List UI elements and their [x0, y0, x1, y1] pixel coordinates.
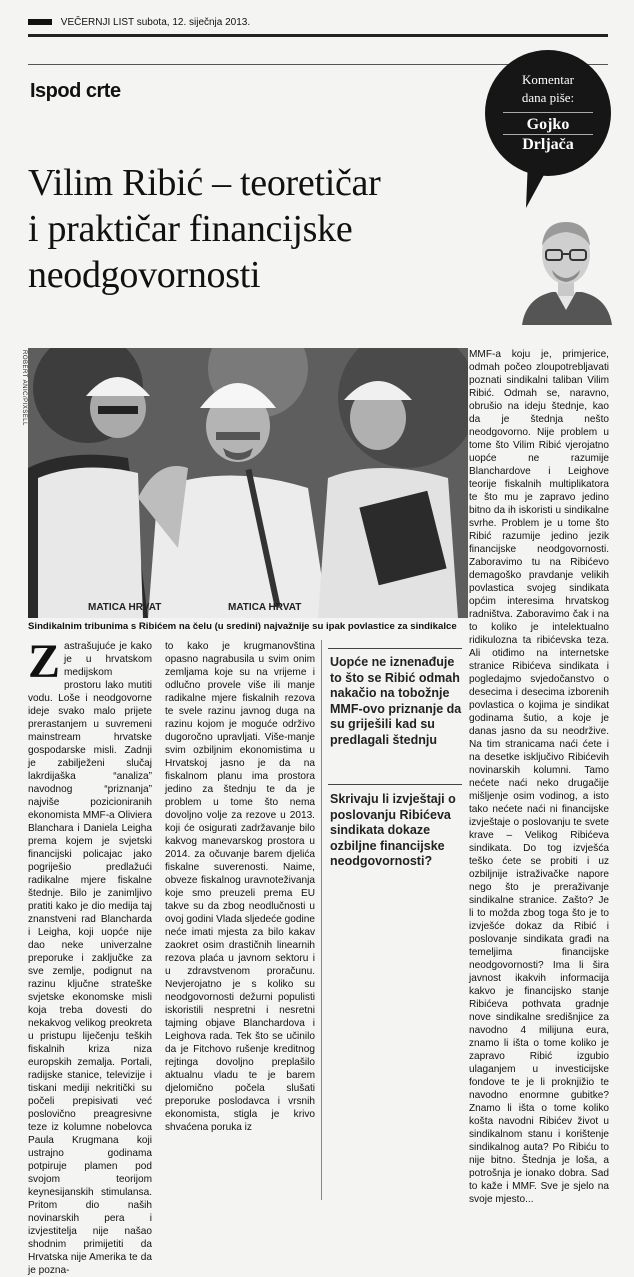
news-photo [28, 348, 468, 618]
sign-text: MATICA HRVAT [228, 602, 302, 613]
headline-line2: i praktičar financijske [28, 208, 353, 250]
article-column-2 [165, 640, 315, 1134]
publication-date: subota, 12. siječnja 2013. [136, 17, 251, 28]
pullquote-rule [328, 784, 462, 785]
article-column-2-text: to kako je krugmanovština opasno nagrabusila u svim onim zemljama koje su na vrijeme i odlučno provele više ili manje radikalne mjere fiskalnih rezova te svele razinu javnog duga na razinu kojom je moguće održivo dugoročno upravljati. Više-manje svim ozbiljnim ekonomistima u Hrvatskoj jasno je da na fiskalnom planu ima prostora jedino za štednju te da je problem u tome što nema dovoljno volje za rezove u 2013. koji će osigurati zadržavanje bilo kakvog manevarskog prostora u 2014. za očuvanje barem djelića fiskalne suverenosti. Naime, obveze fiskalnog uravnoteživanja koje smo preuzeli prema EU takve su da zbog neodlučnosti u ovoj godini Vlada sljedeće godine neće imati mjesta za bilo kakav zaokret osim drastičnih linearnih rezova plaća u javnom sektoru i u zdravstvenom proračunu. Nevjerojatno je s koliko su neodgovornosti dežurni populisti iskoristili nespretni i nesretni tajming objave Blanchardova i Leighova rada. Tek što se učinilo da je Fitchovo rušenje kreditnog rejtinga dovoljno preplašilo aktualnu vladu te je barem djelomično počela slušati preporuke poslodavca i vrsnih ekonomista, stigla je krivo shvaćena poruka iz [165, 641, 315, 1133]
article-column-1 [28, 635, 152, 1277]
headline [28, 160, 513, 298]
pullquote-2: Skrivaju li izvještaji o poslovanju Ribićeva sindikata dokaze ozbiljne financijske neodgovornosti? [330, 792, 456, 868]
bubble-line2: dana piše: [521, 90, 575, 105]
bubble-line1: Komentar [522, 72, 574, 87]
article-column-3-text: MMF-a koju je, primjerice, odmah počeo zloupotrebljavati poznati sindikalni taliban Vilim Ribić. Odmah se, naravno, obrušio na ideju štednje, kao da je štednja nešto neodgovorno. Nije problem u tome što Vilim Ribić vjerojatno uopće ne razumije Blanchardove i Leighove teorije fiskalnih multiplikatora te što mu je zapravo jedino bitno da ih iskoristi u sindikalne svrhe. Problem je u tome što Ribić razumije jedino jezik financijske neodgovornosti. Zaboravimo tu na Ribićevo demagoško pravdanje velikih povlastica svojeg sindikata općim interesima hrvatskog radništva. Zaboravimo čak i na to koliko je intelektualno ridikulozna ta ribićevska teza. Ali otiđimo na internetske stranice Ribićeva sindikata i pogledajmo svjedočanstvo o desecima i desecima izborenih povlastica o kojima je sindikat godinama šutio, a koje je danas jasno da su neodržive. Na tim stranicama naći ćete i na desetke isključivo Ribićevih novinarskih kolumni. Tamo nećete naći neko drugačije mišljenje osim vodinog, a isto tako nećete naći ni financijske izvještaje o poslovanju te svete krave – Velikog Ribićeva sindikata. Do tog izvješća teško ćete se probiti i uz ozbiljnije istraživačke napore nego što je preraživanje sindikalne stranice. Zašto? Je li to možda zbog toga što je to izvješće dokaz da Ribić i poslovanje sindikata građi na temeljima financijske neodgovornosti? Ima li šira javnost ikakvih informacija kakvo je financijsko stanje Ribićeva pothvata gradnje nove sindikalne središnjice za navodno 4 milijuna eura, znamo li išta o tome koliko je zapravo Ribić izgubio ulaganjem u investicijske fondove te je li proknjižio te navodno enormne gubitke? Znamo li išta o tome koliko košta navodni Ribićev život u sindikalnom stanu i korištenje sindikalnog auta? Po Ribiću to nije bitno. Štednja je loša, a potrošnja je ionako dobra. Sad to kaže i MMF. Sve je sjelo na svoje mjesto... [469, 349, 609, 1205]
comment-bubble [485, 50, 611, 176]
photo-caption: Sindikalnim tribunima s Ribićem na čelu (u sredini) najvažnije su ipak povlastice za sindikalce [28, 621, 457, 632]
author-photo [512, 210, 620, 325]
pullquote-rule [328, 648, 462, 649]
bubble-tail [520, 160, 560, 210]
header-rule [28, 34, 608, 37]
bubble-author-first: Gojko [526, 116, 570, 133]
header-bar [28, 19, 52, 25]
bubble-divider [503, 134, 593, 135]
running-header [28, 14, 608, 32]
dropcap: Z [28, 635, 61, 688]
publication-name: VEČERNJI LIST [60, 17, 134, 28]
bubble-author-last: Drljača [522, 136, 574, 153]
sign-text: MATICA HRVAT [88, 602, 162, 613]
column-divider [321, 640, 322, 1200]
section-label: Ispod crte [30, 80, 121, 102]
bubble-divider [503, 112, 593, 113]
headline-line1: Vilim Ribić – teoretičar [28, 162, 381, 204]
pullquote-1: Uopće ne iznenađuje to što se Ribić odmah nakačio na tobožnje MMF-ovo priznanje da su griješili kad su predlagali štednju [330, 655, 462, 747]
headline-line3: neodgovornosti [28, 254, 261, 296]
photo-credit: ROBERT ANIĆ/PIXSELL [21, 350, 27, 426]
article-column-3 [469, 348, 609, 1206]
article-column-1-text: astrašujuće je kako je u hrvatskom medijskom prostoru lako mutiti vodu. Loše i neodgovorne ideje svako malo prijete prerastanjem u suvremeni mainstream hrvatske gospodarske misli. Zadnji je zabilježeni slučaj lakrdijaška “analiza” navodnog “priznanja” najviše pozicioniranih ekonomista MMF-a Oliviera Blanchara i Daniela Leigha prema kojem je svjetski financijski policajac jako pogriješio predlažući radikalne mjere fiskalne štednje. Bilo je zanimljivo pratiti kako je dio medija taj znanstveni rad Blancharda i Leigha, koji uopće nije dao neke univerzalne preporuke i zaključke za sve zemlje, podignut na razinu ključne strateške svjetske ekonomske misli koja treba dovesti do nekakvog velikog preokreta u pristupu liječenju teških fiskalnih kriza niza europskih zemalja. Portali, radijske stanice, televizije i tiskani mediji nekritički su počeli prepisivati već poslovično preagresivne teze iz kolumne nobelovca Paula Krugmana koji ustrajno godinama potpiruje plamen pod svojom teorijom keynesijanskih stimulansa. Pritom dio naših novinarskih pera i izvjestitelja nije našao shodnim primijetiti da Hrvatska nije Amerika te da je pozna- [28, 641, 152, 1276]
protest-photo-image [28, 348, 468, 618]
